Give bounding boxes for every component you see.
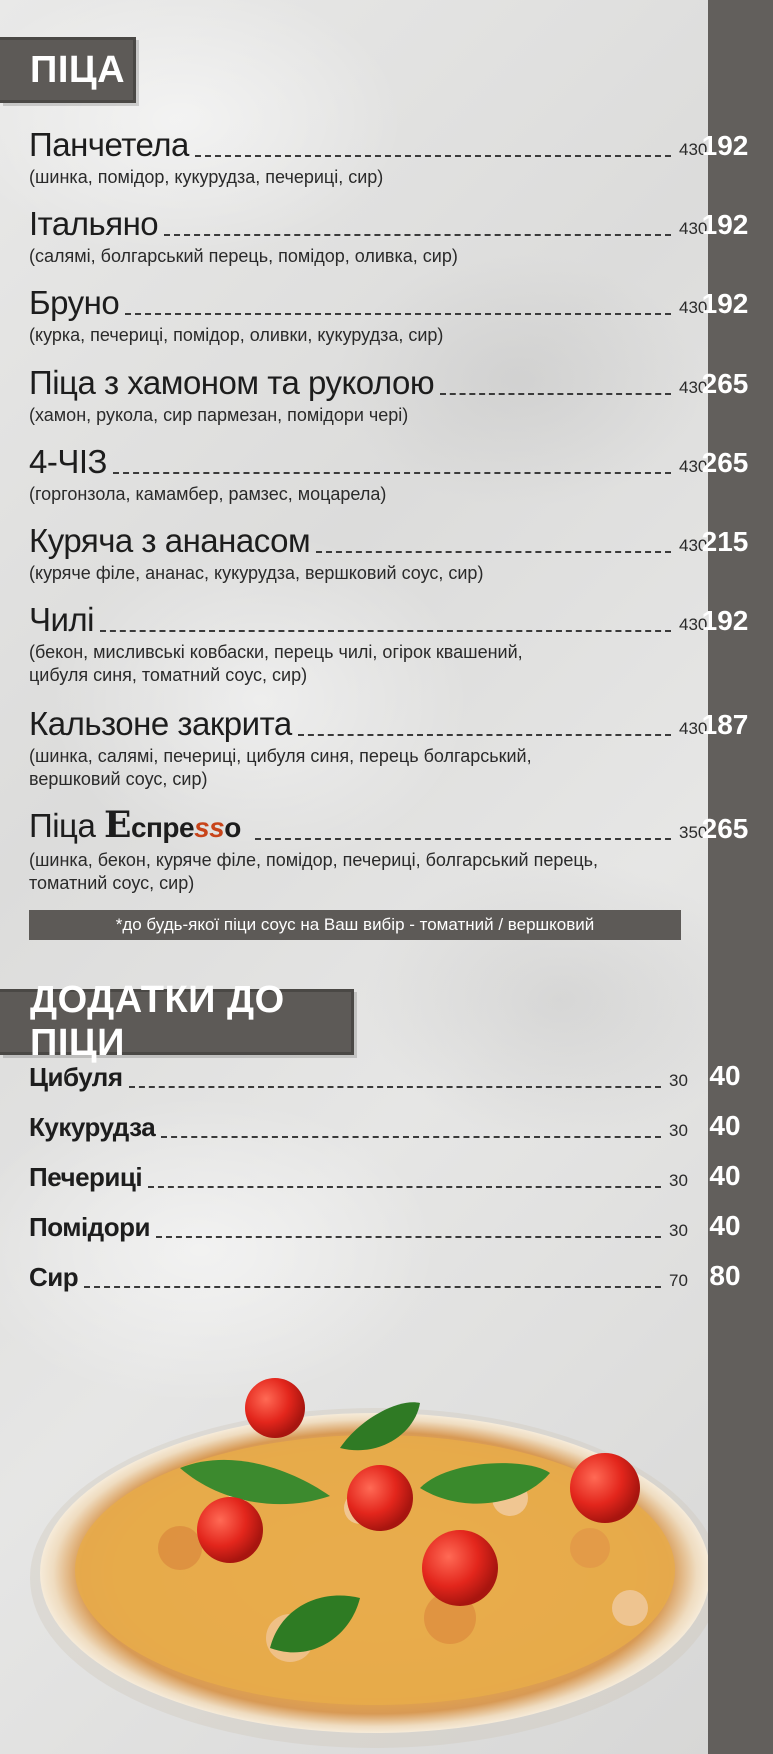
price-4-cheese: 265 [701,447,749,478]
logo-text-o: о [224,812,241,843]
logo-letter-e: Е [103,804,131,846]
item-name: Панчетела [29,126,189,163]
price-jamon: 265 [701,368,749,399]
item-description: (шинка, салямі, печериці, цибуля синя, перець болгарський, [29,746,532,766]
item-description: (куряче філе, ананас, кукурудза, вершковий соус, сир) [29,563,484,583]
item-weight: 430 [679,219,708,238]
item-weight: 430 [679,719,708,738]
item-description: (салямі, болгарський перець, помідор, оливка, сир) [29,246,458,266]
addon-item-corn [29,1110,699,1144]
menu-item-panchetela [29,125,709,189]
menu-item-4-cheese [29,442,709,506]
addon-name: Сир [29,1262,79,1292]
leader-dots [156,1236,661,1238]
logo-text-mid: спре [130,812,195,843]
item-description: (шинка, помідор, кукурудза, печериці, сир) [29,167,384,187]
menu-item-espresso [29,804,709,895]
addon-name: Кукурудза [29,1112,156,1142]
leader-dots [113,472,671,474]
addon-item-tomatoes [29,1210,699,1244]
item-description: (шинка, бекон, куряче філе, помідор, печериці, болгарський перець, [29,850,599,870]
price-column-bar [708,0,773,1754]
price-panchetela: 192 [701,130,749,161]
item-name: Бруно [29,284,120,321]
leader-dots [195,155,671,157]
pizza-photo [30,1378,708,1748]
price-onion: 40 [709,1060,741,1091]
menu-item-jamon [29,363,709,427]
item-name: Чилі [29,601,95,638]
price-chili: 192 [701,605,749,636]
item-description: (бекон, мисливські ковбаски, перець чилі, огірок квашений, [29,642,523,662]
leader-dots [100,630,671,632]
addon-name: Помідори [29,1212,150,1242]
leader-dots [84,1286,661,1288]
item-weight: 430 [679,536,708,555]
logo-ss: ss [194,812,225,843]
menu-item-italiano [29,204,709,268]
price-mushrooms: 40 [709,1160,741,1191]
item-name: Італьяно [29,205,159,242]
leader-dots [125,313,671,315]
price-chicken-pineapple: 215 [701,526,749,557]
menu-item-chicken-pineapple [29,521,709,585]
price-espresso: 265 [701,813,749,844]
addon-name: Печериці [29,1162,143,1192]
addon-item-mushrooms [29,1160,699,1194]
section-title-addons [0,979,354,1064]
item-weight: 430 [679,298,708,317]
price-tomatoes: 40 [709,1210,741,1241]
item-description: (горгонзола, камамбер, рамзес, моцарела) [29,484,387,504]
item-description-line-2: томатний соус, сир) [29,873,195,893]
addon-name: Цибуля [29,1062,123,1092]
addon-weight: 30 [669,1071,688,1090]
item-name: Піца з хамоном та руколою [29,364,435,401]
section-title-pizza [0,37,136,103]
item-weight: 350 [679,823,708,842]
item-name-prefix: Піца [29,807,96,844]
leader-dots [161,1136,661,1138]
leader-dots [316,551,671,553]
item-weight: 430 [679,457,708,476]
item-name [29,805,241,848]
pizza-section-title: ПІЦА [30,48,126,91]
addon-item-onion [29,1060,699,1094]
item-weight: 430 [679,615,708,634]
leader-dots [298,734,671,736]
leader-dots [255,838,671,840]
price-corn: 40 [709,1110,741,1141]
price-italiano: 192 [701,209,749,240]
item-name: 4-ЧІЗ [29,443,107,480]
item-name: Кальзоне закрита [29,705,292,742]
item-description: (курка, печериці, помідор, оливки, кукурудза, сир) [29,325,444,345]
item-weight: 430 [679,378,708,397]
sauce-note: *до будь-якої піци соус на Ваш вибір - томатний / вершковий [29,910,681,940]
addon-weight: 30 [669,1171,688,1190]
leader-dots [440,393,671,395]
item-description: (хамон, рукола, сир пармезан, помідори чері) [29,405,409,425]
addon-item-cheese [29,1260,699,1294]
price-calzone: 187 [701,709,749,740]
menu-item-calzone [29,704,709,791]
item-name: Куряча з ананасом [29,522,311,559]
item-description-line-2: вершковий соус, сир) [29,769,208,789]
leader-dots [148,1186,661,1188]
addon-weight: 30 [669,1221,688,1240]
espresso-logo [103,804,241,846]
leader-dots [129,1086,662,1088]
menu-item-chili [29,600,709,687]
item-weight: 430 [679,140,708,159]
price-bruno: 192 [701,288,749,319]
addon-weight: 70 [669,1271,688,1290]
addons-section-title: ДОДАТКИ ДО ПІЦИ [30,979,285,1064]
addon-weight: 30 [669,1121,688,1140]
menu-item-bruno [29,283,709,347]
price-cheese: 80 [709,1260,741,1291]
leader-dots [164,234,671,236]
item-description-line-2: цибуля синя, томатний соус, сир) [29,665,308,685]
